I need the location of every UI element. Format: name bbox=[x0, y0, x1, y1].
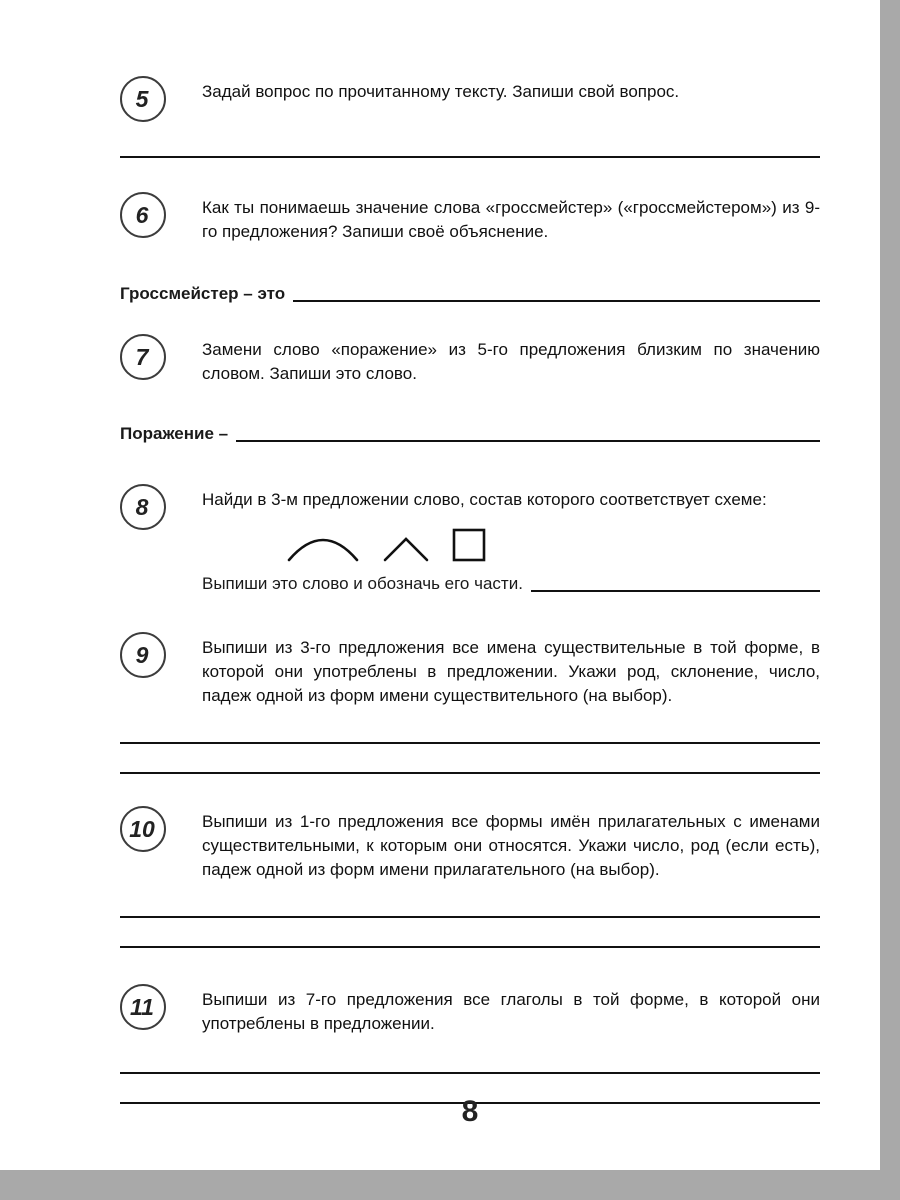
task-7 bbox=[120, 338, 820, 444]
task-9-text: Выпиши из 3-го предложения все имена существительные в той форме, в которой они употреблены в предложении. Укажи род, склонение, число, падеж одной из форм имени существительного (на выбор). bbox=[202, 638, 820, 705]
task-6 bbox=[120, 196, 820, 304]
task-9-number: 9 bbox=[135, 641, 149, 668]
task-6-answer-line bbox=[293, 300, 820, 302]
task-5 bbox=[120, 80, 820, 158]
task-10-number: 10 bbox=[129, 815, 155, 842]
task-10 bbox=[120, 810, 820, 948]
task-9 bbox=[120, 636, 820, 774]
root-arc-icon bbox=[286, 532, 360, 562]
task-6-answer bbox=[120, 284, 820, 304]
task-8 bbox=[120, 488, 820, 594]
task-7-number-badge bbox=[120, 334, 166, 380]
task-6-text: Как ты понимаешь значение слова «гроссмейстер» («гроссмейстером») из 9-го предложения? Запиши своё объяснение. bbox=[202, 198, 820, 241]
task-6-number-badge bbox=[120, 192, 166, 238]
task-10-text: Выпиши из 1-го предложения все формы имён прилагательных с именами существительными, к которым они относятся. Укажи число, род (если есть), падеж одной из форм имени прилагательного (на выбор). bbox=[202, 812, 820, 879]
task-8-answer bbox=[202, 574, 820, 594]
task-8-text: Найди в 3-м предложении слово, состав которого соответствует схеме: bbox=[202, 490, 767, 509]
task-5-number: 5 bbox=[135, 85, 149, 112]
task-5-text: Задай вопрос по прочитанному тексту. Запиши свой вопрос. bbox=[202, 82, 680, 101]
task-7-text: Замени слово «поражение» из 5-го предложения близким по значению словом. Запиши это слово. bbox=[202, 340, 820, 383]
task-10-number-badge bbox=[120, 806, 166, 852]
task-9-answer-line-2 bbox=[120, 772, 820, 774]
task-11-number: 11 bbox=[130, 993, 154, 1020]
task-8-answer-line bbox=[531, 590, 820, 592]
task-6-answer-label: Гроссмейстер – это bbox=[120, 284, 286, 303]
task-9-number-badge bbox=[120, 632, 166, 678]
task-11-text: Выпиши из 7-го предложения все глаголы в той форме, в которой они употреблены в предложении. bbox=[202, 990, 820, 1033]
task-10-answer-line-1 bbox=[120, 916, 820, 918]
task-9-answer-line-1 bbox=[120, 742, 820, 744]
suffix-caret-icon bbox=[382, 536, 430, 562]
task-8-number: 8 bbox=[135, 493, 149, 520]
page-number: 8 bbox=[461, 1095, 479, 1128]
page-frame-bottom bbox=[0, 1170, 900, 1200]
task-7-number: 7 bbox=[135, 343, 149, 370]
task-11-answer-line-1 bbox=[120, 1072, 820, 1074]
task-5-answer-line bbox=[120, 156, 820, 158]
task-5-number-badge bbox=[120, 76, 166, 122]
task-7-answer-line bbox=[236, 440, 820, 442]
task-8-number-badge bbox=[120, 484, 166, 530]
ending-square-icon bbox=[452, 528, 486, 562]
task-8-followup: Выпиши это слово и обозначь его части. bbox=[202, 574, 523, 593]
task-7-answer bbox=[120, 424, 820, 444]
task-11-number-badge bbox=[120, 984, 166, 1030]
task-10-answer-line-2 bbox=[120, 946, 820, 948]
tasks-area bbox=[120, 80, 820, 1104]
task-7-answer-label: Поражение – bbox=[120, 424, 229, 443]
page-frame-right bbox=[880, 0, 900, 1200]
task-6-number: 6 bbox=[135, 201, 149, 228]
word-composition-scheme bbox=[286, 526, 820, 562]
task-11 bbox=[120, 988, 820, 1104]
